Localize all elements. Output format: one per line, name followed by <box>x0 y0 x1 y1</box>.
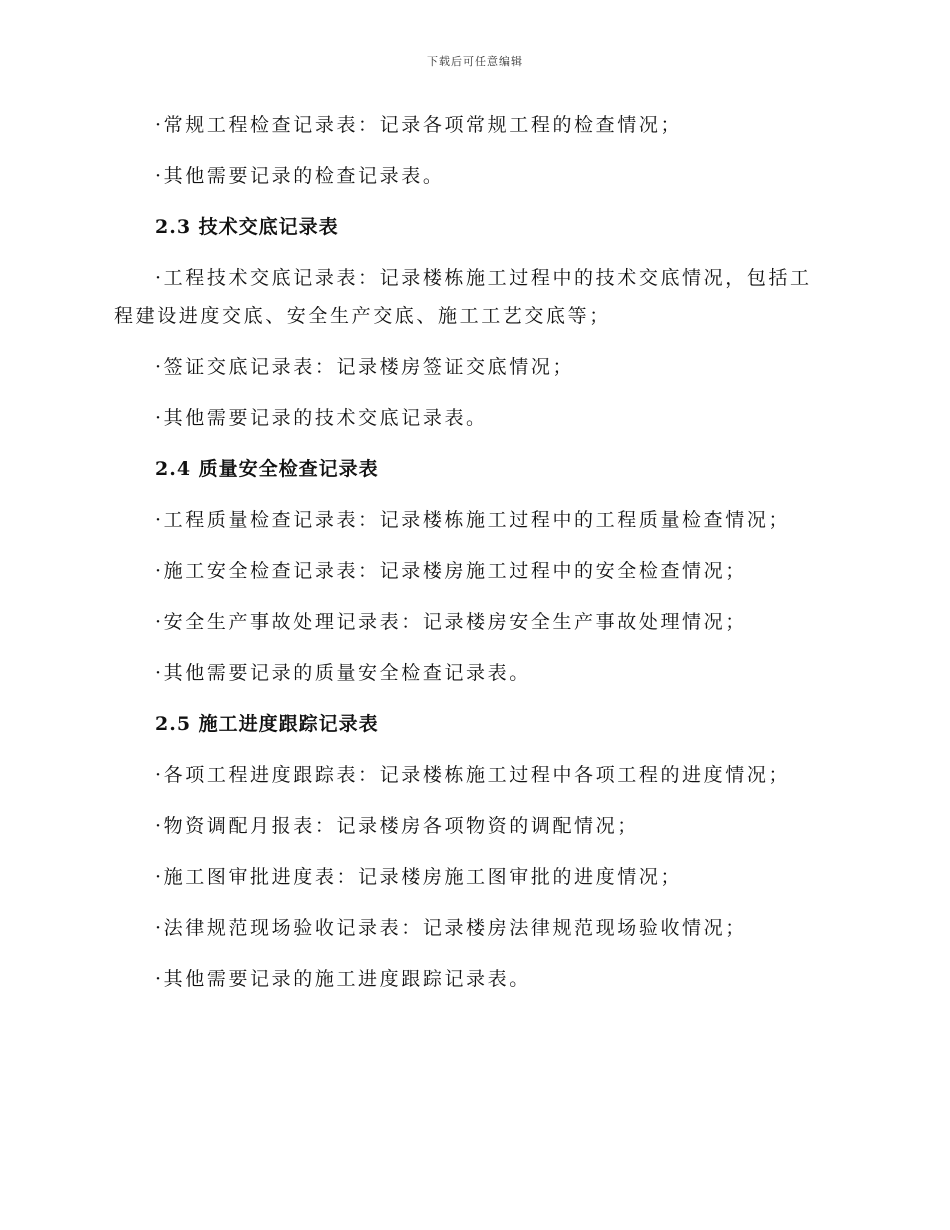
list-item: ·其他需要记录的施工进度跟踪记录表。 <box>155 968 531 990</box>
list-item: ·其他需要记录的技术交底记录表。 <box>155 407 488 429</box>
list-item: ·安全生产事故处理记录表：记录楼房安全生产事故处理情况； <box>155 611 747 633</box>
section-heading: 2.4 质量安全检查记录表 <box>155 458 379 480</box>
list-item: ·施工图审批进度表：记录楼房施工图审批的进度情况； <box>155 866 683 888</box>
list-item: ·施工安全检查记录表：记录楼房施工过程中的安全检查情况； <box>155 560 747 582</box>
list-item: ·工程质量检查记录表：记录楼栋施工过程中的工程质量检查情况； <box>155 509 791 531</box>
page-header: 下载后可任意编辑 <box>427 55 523 68</box>
list-item: ·法律规范现场验收记录表：记录楼房法律规范现场验收情况； <box>155 917 747 939</box>
list-item: ·常规工程检查记录表：记录各项常规工程的检查情况； <box>155 114 683 136</box>
section-heading: 2.3 技术交底记录表 <box>155 216 339 238</box>
document-body <box>114 106 826 1011</box>
list-item: ·其他需要记录的质量安全检查记录表。 <box>155 662 531 684</box>
list-item: ·其他需要记录的检查记录表。 <box>155 165 445 187</box>
list-item: ·物资调配月报表：记录楼房各项物资的调配情况； <box>155 815 639 837</box>
section-heading: 2.5 施工进度跟踪记录表 <box>155 713 379 735</box>
list-item: ·各项工程进度跟踪表：记录楼栋施工过程中各项工程的进度情况； <box>155 764 791 786</box>
list-item: ·工程技术交底记录表：记录楼栋施工过程中的技术交底情况，包括工程建设进度交底、安全生产交底、施工工艺交底等； <box>114 267 812 327</box>
list-item: ·签证交底记录表：记录楼房签证交底情况； <box>155 356 575 378</box>
